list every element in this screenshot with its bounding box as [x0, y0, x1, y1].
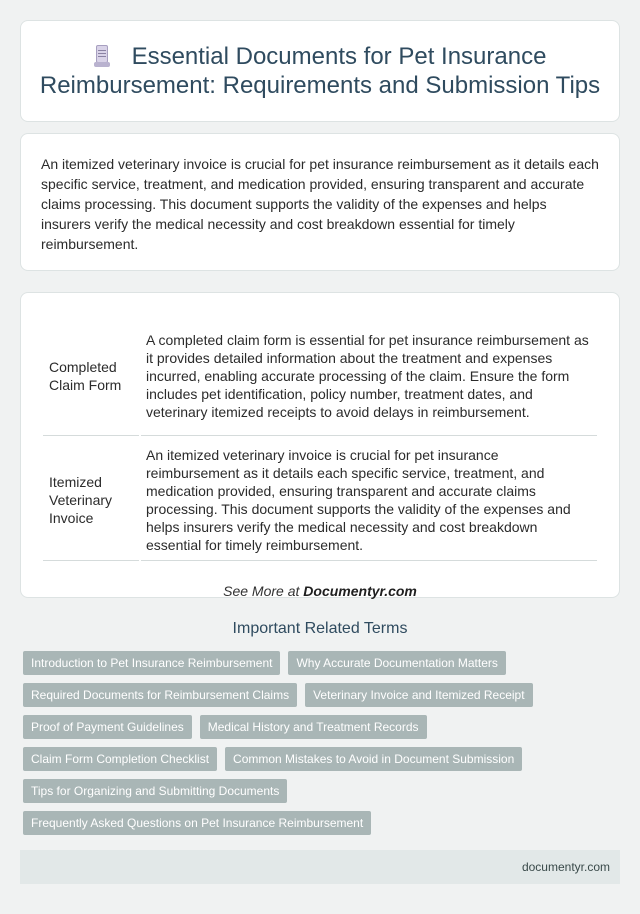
see-more-site[interactable]: Documentyr.com [303, 583, 417, 599]
related-term-tag[interactable]: Tips for Organizing and Submitting Documents [23, 779, 287, 803]
document-icon [94, 45, 110, 67]
related-term-tag[interactable]: Common Mistakes to Avoid in Document Submission [225, 747, 522, 771]
summary-text: An itemized veterinary invoice is crucial for pet insurance reimbursement as it details each specific service, treatment, and medication provided, ensuring transparent and accurate claims processing. This document supports the validity of the expenses and helps insurers verify the medical necessity and cost breakdown essential for timely reimbursement. [41, 156, 599, 252]
row-term: Completed Claim Form [43, 313, 139, 436]
row-description: A completed claim form is essential for pet insurance reimbursement as it provides detailed information about the treatment and expenses incurred, enabling accurate processing of the claim. Ensure the form includes pet identification, policy number, treatment dates, and veterinary itemized receipts to avoid delays in reimbursement. [141, 313, 597, 436]
row-description: An itemized veterinary invoice is crucial for pet insurance reimbursement as it details each specific service, treatment, and medication provided, ensuring transparent and accurate claims processing. This document supports the validity of the expenses and helps insurers verify the medical necessity and cost breakdown essential for timely reimbursement. [141, 436, 597, 561]
page-title [37, 42, 603, 100]
see-more-prefix: See More at [223, 583, 300, 599]
footer-site-link[interactable]: documentyr.com [521, 860, 610, 874]
row-term: Itemized Veterinary Invoice [43, 436, 139, 561]
page-title-text: Essential Documents for Pet Insurance Reimbursement: Requirements and Submission Tips [39, 43, 601, 99]
summary-card [20, 133, 620, 271]
related-term-tag[interactable]: Proof of Payment Guidelines [23, 715, 192, 739]
documents-table [41, 313, 599, 561]
related-term-tag[interactable]: Introduction to Pet Insurance Reimbursement [23, 651, 280, 675]
related-term-tag[interactable]: Why Accurate Documentation Matters [288, 651, 505, 675]
table-row [43, 436, 597, 561]
related-term-tag[interactable]: Frequently Asked Questions on Pet Insurance Reimbursement [23, 811, 371, 835]
related-terms-heading: Important Related Terms [232, 620, 408, 637]
title-card [20, 20, 620, 122]
footer [20, 850, 620, 884]
related-term-tag[interactable]: Veterinary Invoice and Itemized Receipt [305, 683, 532, 707]
related-term-tag[interactable]: Claim Form Completion Checklist [23, 747, 217, 771]
see-more-link[interactable] [41, 583, 599, 599]
related-terms-list [23, 651, 623, 843]
table-row [43, 313, 597, 436]
related-term-tag[interactable]: Required Documents for Reimbursement Claims [23, 683, 297, 707]
documents-table-card [20, 292, 620, 598]
related-term-tag[interactable]: Medical History and Treatment Records [200, 715, 427, 739]
